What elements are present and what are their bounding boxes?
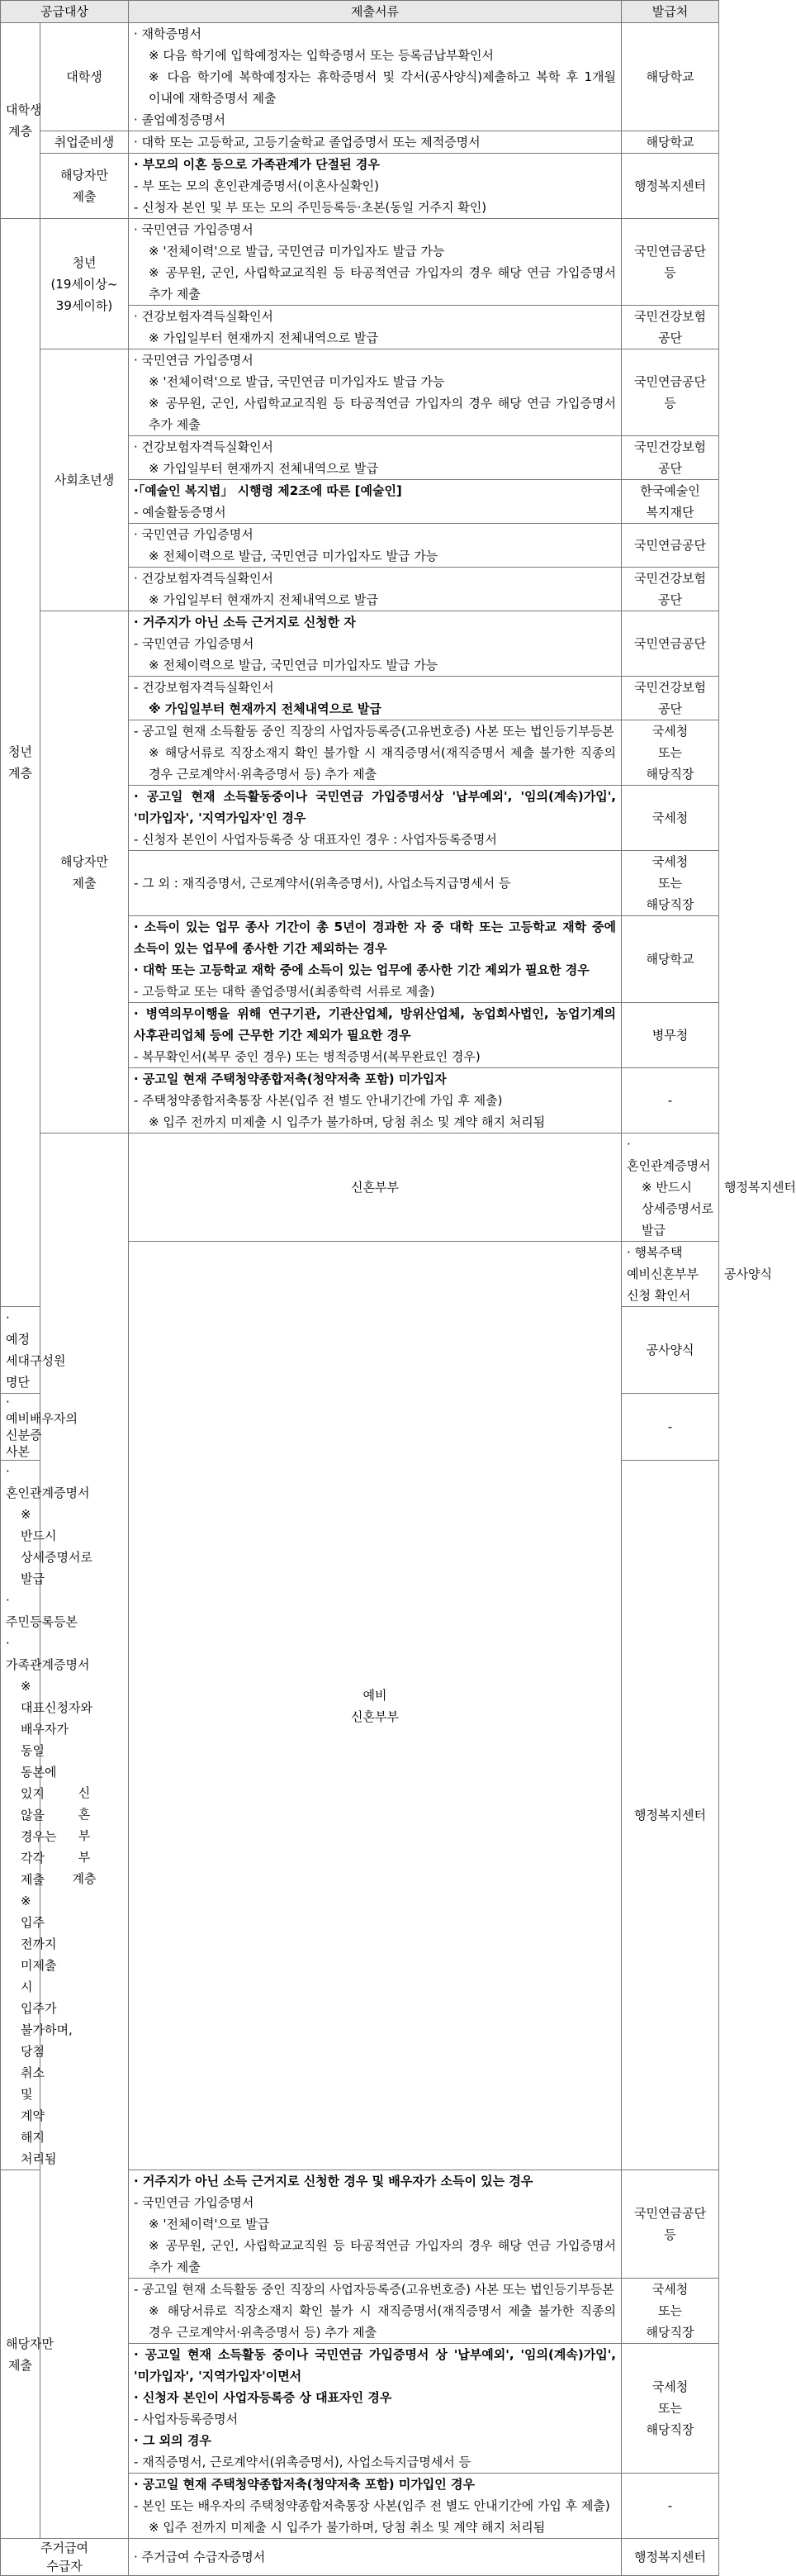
docs-cell: · 국민연금 가입증명서 ※ 전체이력으로 발급, 국민연금 미가입자도 발급 가능 <box>129 524 622 568</box>
issuer-cell: 국민건강보험 공단 <box>622 306 719 349</box>
issuer-cell: 국민건강보험 공단 <box>622 568 719 611</box>
issuer-cell: - <box>622 1068 719 1134</box>
issuer-cell: 한국예술인 복지재단 <box>622 480 719 524</box>
docs-cell: · 혼인관계증명서 ※ 반드시 상세증명서로 발급 · 주민등록등본 · 가족관계증명서 ※ 대표신청자와 배우자가 동일 동본에 있지 않을 경우는 각각 제출 ※ 입주 전까지 미제출 시 입주가 불가하며, 당첨 취소 및 계약 해지 처리됨 <box>1 1461 40 2170</box>
table-row <box>1 131 719 154</box>
issuer-cell: 해당학교 <box>622 23 719 131</box>
header-target: 공급대상 <box>1 1 129 23</box>
issuer-cell: 국민연금공단 등 <box>622 349 719 436</box>
group-student: 대학생 계층 <box>1 23 40 219</box>
issuer-cell: 행정복지센터 <box>622 154 719 219</box>
issuer-cell: 국세청 또는 해당직장 <box>622 2344 719 2474</box>
issuer-cell: 병무청 <box>622 1003 719 1068</box>
table-row <box>1 349 719 436</box>
docs-cell: - 그 외 : 재직증명서, 근로계약서(위촉증명서), 사업소득지급명세서 등 <box>129 851 622 916</box>
subgroup-university: 대학생 <box>40 23 129 131</box>
docs-cell: · 공고일 현재 주택청약종합저축(청약저축 포함) 미가입인 경우 - 본인 또는 배우자의 주택청약종합저축통장 사본(입주 전 별도 안내기간에 가입 후 제출) ※ 입주 전까지 미제출 시 입주가 불가하며, 당첨 취소 및 계약 해지 처리됨 <box>129 2474 622 2539</box>
docs-cell: · 거주지가 아닌 소득 근거지로 신청한 경우 및 배우자가 소득이 있는 경우 - 국민연금 가입증명서 ※ '전체이력'으로 발급 ※ 공무원, 군인, 사립학교교직원 등 타공적연금 가입자의 경우 해당 연금 가입증명서 추가 제출 <box>129 2170 622 2279</box>
subgroup-newlywed: 신혼부부 <box>129 1134 622 1242</box>
issuer-cell: 해당학교 <box>622 131 719 154</box>
group-housing-benefit: 주거급여 수급자 <box>1 2539 129 2576</box>
docs-cell: · 혼인관계증명서 ※ 반드시 상세증명서로 발급 <box>622 1134 719 1242</box>
docs-cell: · 건강보험자격득실확인서 ※ 가입일부터 현재까지 전체내역으로 발급 <box>129 568 622 611</box>
subgroup-youth-only: 해당자만 제출 <box>40 611 129 1134</box>
docs-cell: · 건강보험자격득실확인서 ※ 가입일부터 현재까지 전체내역으로 발급 <box>129 306 622 349</box>
issuer-cell: 국세청 또는 해당직장 <box>622 2279 719 2344</box>
docs-cell: · 공고일 현재 소득활동중이나 국민연금 가입증명서상 '납부예외', '임의(계속)가입', '미가입자', '지역가입자'인 경우 - 신청자 본인이 사업자등록증 상 대표자인 경우 : 사업자등록증명서 <box>129 786 622 851</box>
docs-cell: · 국민연금 가입증명서 ※ '전체이력'으로 발급, 국민연금 미가입자도 발급 가능 ※ 공무원, 군인, 사립학교교직원 등 타공적연금 가입자의 경우 해당 연금 가입증명서 추가 제출 <box>129 219 622 306</box>
docs-cell: · 주거급여 수급자증명서 <box>129 2539 622 2576</box>
table-row <box>1 154 719 219</box>
table-row <box>1 23 719 131</box>
subgroup-student-only: 해당자만 제출 <box>40 154 129 219</box>
table-row <box>1 2539 719 2576</box>
table-row: 예비 신혼부부 · 행복주택 예비신혼부부 신청 확인서 공사양식 <box>1 1242 719 1307</box>
issuer-cell: 국민건강보험 공단 <box>622 436 719 480</box>
subgroup-social-newcomer: 사회초년생 <box>40 349 129 611</box>
subgroup-pre-newlywed: 예비 신혼부부 <box>129 1242 622 2170</box>
docs-cell: · 거주지가 아닌 소득 근거지로 신청한 자 - 국민연금 가입증명서 ※ 전체이력으로 발급, 국민연금 미가입자도 발급 가능 <box>129 611 622 677</box>
issuer-cell: 해당학교 <box>622 916 719 1003</box>
docs-cell: - 건강보험자격득실확인서 ※ 가입일부터 현재까지 전체내역으로 발급 <box>129 677 622 720</box>
docs-cell: · 병역의무이행을 위해 연구기관, 기관산업체, 방위산업체, 농업회사법인, 농업기계의 사후관리업체 등에 근무한 기간 제외가 필요한 경우 - 복무확인서(복무 중인 경우) 또는 병적증명서(복무완료인 경우) <box>129 1003 622 1068</box>
subgroup-youth: 청년 (19세이상~ 39세이하) <box>40 219 129 349</box>
subgroup-newlywed-only: 해당자만 제출 <box>1 2170 40 2539</box>
table-row: 신 혼 부 부 계층 신혼부부 · 혼인관계증명서 ※ 반드시 상세증명서로 발급 행정복지센터 <box>1 1134 719 1242</box>
issuer-cell: 공사양식 <box>622 1307 719 1394</box>
issuer-cell: 국세청 또는 해당직장 <box>622 851 719 916</box>
group-newlywed: 신 혼 부 부 계층 <box>40 1134 129 2539</box>
docs-cell: · 재학증명서 ※ 다음 학기에 입학예정자는 입학증명서 또는 등록금납부확인서 ※ 다음 학기에 복학예정자는 휴학증명서 및 각서(공사양식)제출하고 복학 후 1개월 이내에 재학증명서 제출 · 졸업예정증명서 <box>129 23 622 131</box>
docs-cell: · 대학 또는 고등학교, 고등기술학교 졸업증명서 또는 제적증명서 <box>129 131 622 154</box>
docs-cell: - 공고일 현재 소득활동 중인 직장의 사업자등록증(고유번호증) 사본 또는 법인등기부등본 ※ 해당서류로 직장소재지 확인 불가 시 재직증명서(재직증명서 제출 불가한 직종의 경우 근로계약서·위촉증명서 등) 추가 제출 <box>129 2279 622 2344</box>
issuer-cell: 국민건강보험 공단 <box>622 677 719 720</box>
docs-cell: · 소득이 있는 업무 종사 기간이 총 5년이 경과한 자 중 대학 또는 고등학교 재학 중에 소득이 있는 업무에 종사한 기간 제외하는 경우 · 대학 또는 고등학교 재학 중에 소득이 있는 업무에 종사한 기간 제외가 필요한 경우 - 고등학교 또는 대학 졸업증명서(최종학력 서류로 제출) <box>129 916 622 1003</box>
issuer-cell: - <box>622 2474 719 2539</box>
docs-cell: · 예정 세대구성원 명단 <box>1 1307 40 1394</box>
docs-cell: · 예비배우자의 신분증 사본 <box>1 1394 40 1461</box>
docs-cell: ·「예술인 복지법」 시행령 제2조에 따른 [예술인] - 예술활동증명서 <box>129 480 622 524</box>
issuer-cell: 행정복지센터 <box>622 2539 719 2576</box>
group-youth: 청년 계층 <box>1 219 40 1307</box>
issuer-cell: 국민연금공단 <box>622 611 719 677</box>
issuer-cell: 국세청 또는 해당직장 <box>622 720 719 786</box>
issuer-cell: 국민연금공단 <box>622 524 719 568</box>
docs-cell: · 부모의 이혼 등으로 가족관계가 단절된 경우 - 부 또는 모의 혼인관계증명서(이혼사실확인) - 신청자 본인 및 부 또는 모의 주민등록등·초본(동일 거주지 확인) <box>129 154 622 219</box>
docs-cell: · 공고일 현재 주택청약종합저축(청약저축 포함) 미가입자 - 주택청약종합저축통장 사본(입주 전 별도 안내기간에 가입 후 제출) ※ 입주 전까지 미제출 시 입주가 불가하며, 당첨 취소 및 계약 해지 처리됨 <box>129 1068 622 1134</box>
table-header-row <box>1 1 719 23</box>
table-row <box>1 219 719 306</box>
issuer-cell: 행정복지센터 <box>622 1461 719 2170</box>
docs-cell: · 행복주택 예비신혼부부 신청 확인서 <box>622 1242 719 1307</box>
issuer-cell: 국민연금공단 등 <box>622 219 719 306</box>
docs-cell: · 공고일 현재 소득활동 중이나 국민연금 가입증명서 상 '납부예외', '임의(계속)가입', '미가입자', '지역가입자'이면서 · 신청자 본인이 사업자등록증 상 대표자인 경우 - 사업자등록증명서 · 그 외의 경우 - 재직증명서, 근로계약서(위촉증명서), 사업소득지급명세서 등 <box>129 2344 622 2474</box>
table-row <box>1 611 719 677</box>
issuer-cell: - <box>622 1394 719 1461</box>
issuer-cell: 국민연금공단 등 <box>622 2170 719 2279</box>
docs-cell: · 국민연금 가입증명서 ※ '전체이력'으로 발급, 국민연금 미가입자도 발급 가능 ※ 공무원, 군인, 사립학교교직원 등 타공적연금 가입자의 경우 해당 연금 가입증명서 추가 제출 <box>129 349 622 436</box>
subgroup-jobseeker: 취업준비생 <box>40 131 129 154</box>
header-issuer: 발급처 <box>622 1 719 23</box>
header-documents: 제출서류 <box>129 1 622 23</box>
issuer-cell: 국세청 <box>622 786 719 851</box>
docs-cell: - 공고일 현재 소득활동 중인 직장의 사업자등록증(고유번호증) 사본 또는 법인등기부등본 ※ 해당서류로 직장소재지 확인 불가할 시 재직증명서(재직증명서 제출 불가한 직종의 경우 근로계약서·위촉증명서 등) 추가 제출 <box>129 720 622 786</box>
docs-cell: · 건강보험자격득실확인서 ※ 가입일부터 현재까지 전체내역으로 발급 <box>129 436 622 480</box>
